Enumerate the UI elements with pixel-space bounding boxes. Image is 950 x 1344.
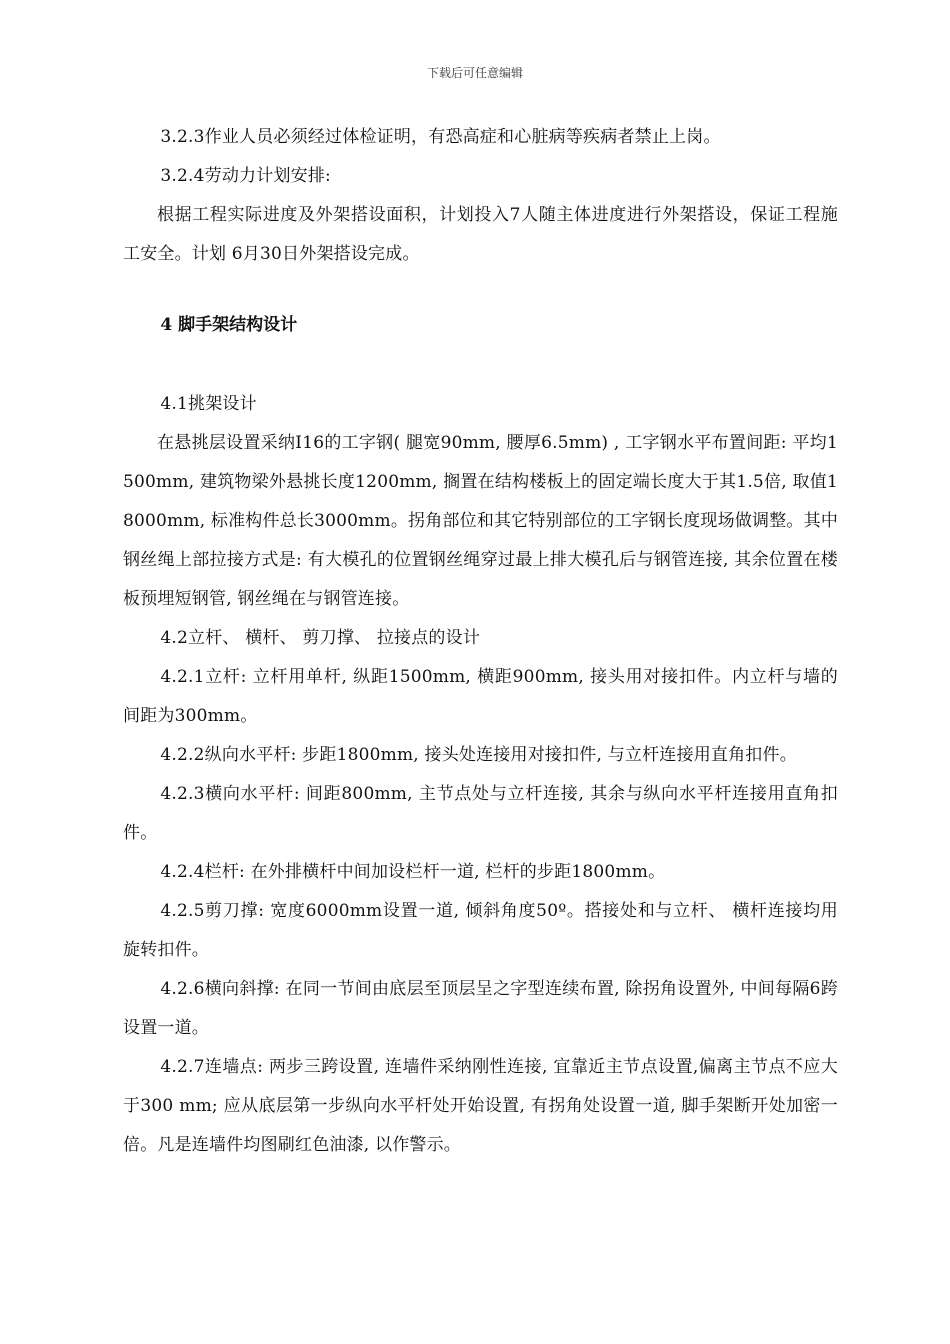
paragraph-4-2-2: 4.2.2纵向水平杆: 步距1800mm, 接头处连接用对接扣件, 与立杆连接用直角扣件。 [160,745,797,765]
paragraph-labor-plan: 根据工程实际进度及外架搭设面积，计划投入7人随主体进度进行外架搭设，保证工程施工安全。计划 6月30日外架搭设完成。 [123,205,838,264]
paragraph-3-2-3: 3.2.3作业人员必须经过体检证明，有恐高症和心脏病等疾病者禁止上岗。 [160,127,721,147]
paragraph-4-2-5: 4.2.5剪刀撑: 宽度6000mm设置一道, 倾斜角度50º。搭接处和与立杆、 横杆连接均用旋转扣件。 [123,901,838,960]
paragraph-cantilever: 在悬挑层设置采纳I16的工字钢( 腿宽90mm, 腰厚6.5mm) , 工字钢水平布置间距: 平均1500mm, 建筑物梁外悬挑长度1200mm, 搁置在结构楼板上的固定端长度大于其1.5倍, 取值18000mm, 标准构件总长3000mm。拐角部位和其它特别部位的工字钢长度现场做调整。其中钢丝绳上部拉接方式是: 有大模孔的位置钢丝绳穿过最上排大模孔后与钢管连接, 其余位置在楼板预埋短钢管, 钢丝绳在与钢管连接。 [123,433,839,609]
paragraph-4-2-7: 4.2.7连墙点: 两步三跨设置, 连墙件采纳刚性连接, 宜靠近主节点设置,偏离主节点不应大于300 mm; 应从底层第一步纵向水平杆处开始设置, 有拐角处设置一道, 脚手架断开处加密一倍。凡是连墙件均图刷红色油漆, 以作警示。 [123,1057,838,1155]
section-heading: 4 脚手架结构设计 [160,315,298,335]
document-body [123,118,838,1165]
section-spacer [123,345,838,385]
paragraph-3-2-4: 3.2.4劳动力计划安排: [160,166,331,186]
paragraph-4-1: 4.1挑架设计 [160,394,257,414]
paragraph-4-2-1: 4.2.1立杆: 立杆用单杆, 纵距1500mm, 横距900mm, 接头用对接扣件。内立杆与墙的间距为300mm。 [123,667,838,726]
paragraph-4-2: 4.2立杆、 横杆、 剪刀撑、 拉接点的设计 [160,628,481,648]
paragraph-4-2-4: 4.2.4栏杆: 在外排横杆中间加设栏杆一道, 栏杆的步距1800mm。 [160,862,666,882]
page-header: 下载后可任意编辑 [426,66,523,80]
paragraph-4-2-6: 4.2.6横向斜撑: 在同一节间由底层至顶层呈之字型连续布置, 除拐角设置外, 中间每隔6跨设置一道。 [123,979,838,1038]
paragraph-4-2-3: 4.2.3横向水平杆: 间距800mm, 主节点处与立杆连接, 其余与纵向水平杆连接用直角扣件。 [123,784,838,843]
